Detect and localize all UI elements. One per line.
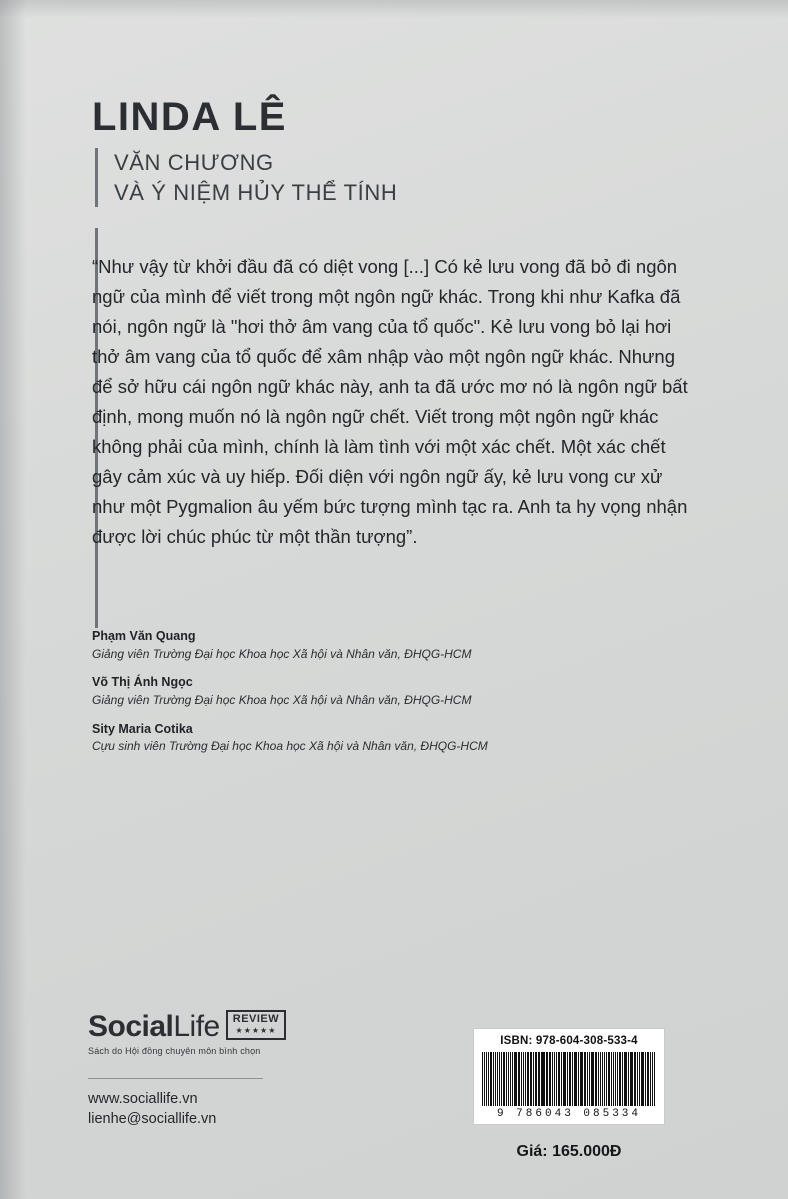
publisher-website[interactable]: www.sociallife.vn — [88, 1091, 198, 1107]
subtitle-line-1: VĂN CHƯƠNG — [114, 150, 274, 175]
publisher-tagline: Sách do Hội đồng chuyên môn bình chọn — [88, 1046, 261, 1056]
barcode-icon — [482, 1052, 656, 1106]
contributor-item — [92, 674, 692, 708]
subtitle-block — [95, 148, 692, 207]
contributor-item — [92, 721, 692, 755]
contributor-role: Giảng viên Trường Đại học Khoa học Xã hội và Nhân văn, ĐHQG-HCM — [92, 692, 472, 707]
contributors-list — [92, 628, 692, 767]
barcode-digits: 9 786043 085334 — [496, 1108, 642, 1120]
publisher-contact — [88, 1089, 348, 1130]
publisher-block — [88, 1010, 348, 1130]
price-label: Giá: 165.000Đ — [516, 1143, 622, 1160]
publisher-logo-text — [88, 1012, 220, 1042]
contributor-role: Giảng viên Trường Đại học Khoa học Xã hội và Nhân văn, ĐHQG-HCM — [92, 646, 472, 661]
title-block — [92, 96, 692, 207]
contributor-name: Sity Maria Cotika — [92, 721, 193, 736]
barcode-block — [473, 1028, 665, 1125]
quote-text: “Như vậy từ khởi đầu đã có diệt vong [...] Có kẻ lưu vong đã bỏ đi ngôn ngữ của mình để viết trong một ngôn ngữ khác. Trong khi như Kafka đã nói, ngôn ngữ là "hơi thở âm vang của tổ quốc". Kẻ lưu vong bỏ lại hơi thở âm vang của tổ quốc để xâm nhập vào một ngôn ngữ khác. Nhưng để sở hữu cái ngôn ngữ khác này, anh ta đã ước mơ nó là ngôn ngữ bất định, mong muốn nó là ngôn ngữ chết. Viết trong một ngôn ngữ khác không phải của mình, chính là làm tình với một xác chết. Một xác chết gây cảm xúc và uy hiếp. Đối diện với ngôn ngữ ấy, kẻ lưu vong cư xử như một Pygmalion âu yếm bức tượng mình tạc ra. Anh ta hy vọng nhận được lời chúc phúc từ một thần tượng”. — [92, 256, 688, 547]
review-stars-icon: ★★★★★ — [235, 1026, 277, 1035]
publisher-logo — [88, 1010, 348, 1042]
page-edge-shadow-left — [0, 0, 26, 1199]
publisher-email[interactable]: lienhe@sociallife.vn — [88, 1111, 217, 1128]
contributor-role: Cựu sinh viên Trường Đại học Khoa học Xã hội và Nhân văn, ĐHQG-HCM — [92, 739, 488, 754]
review-badge — [226, 1010, 286, 1040]
page-edge-shadow-top — [0, 0, 788, 18]
isbn-label: ISBN: 978-604-308-533-4 — [500, 1035, 638, 1047]
contributor-item — [92, 628, 692, 662]
publisher-logo-word-2: Life — [173, 1010, 220, 1043]
publisher-divider — [88, 1078, 263, 1079]
subtitle-line-2: VÀ Ý NIỆM HỦY THỂ TÍNH — [114, 179, 398, 205]
publisher-logo-word-1: Social — [88, 1010, 174, 1043]
contributor-name: Phạm Văn Quang — [92, 629, 196, 643]
author-name: LINDA LÊ — [92, 95, 287, 139]
review-badge-label: REVIEW — [232, 1013, 280, 1025]
contributor-name: Võ Thị Ánh Ngọc — [92, 675, 193, 690]
